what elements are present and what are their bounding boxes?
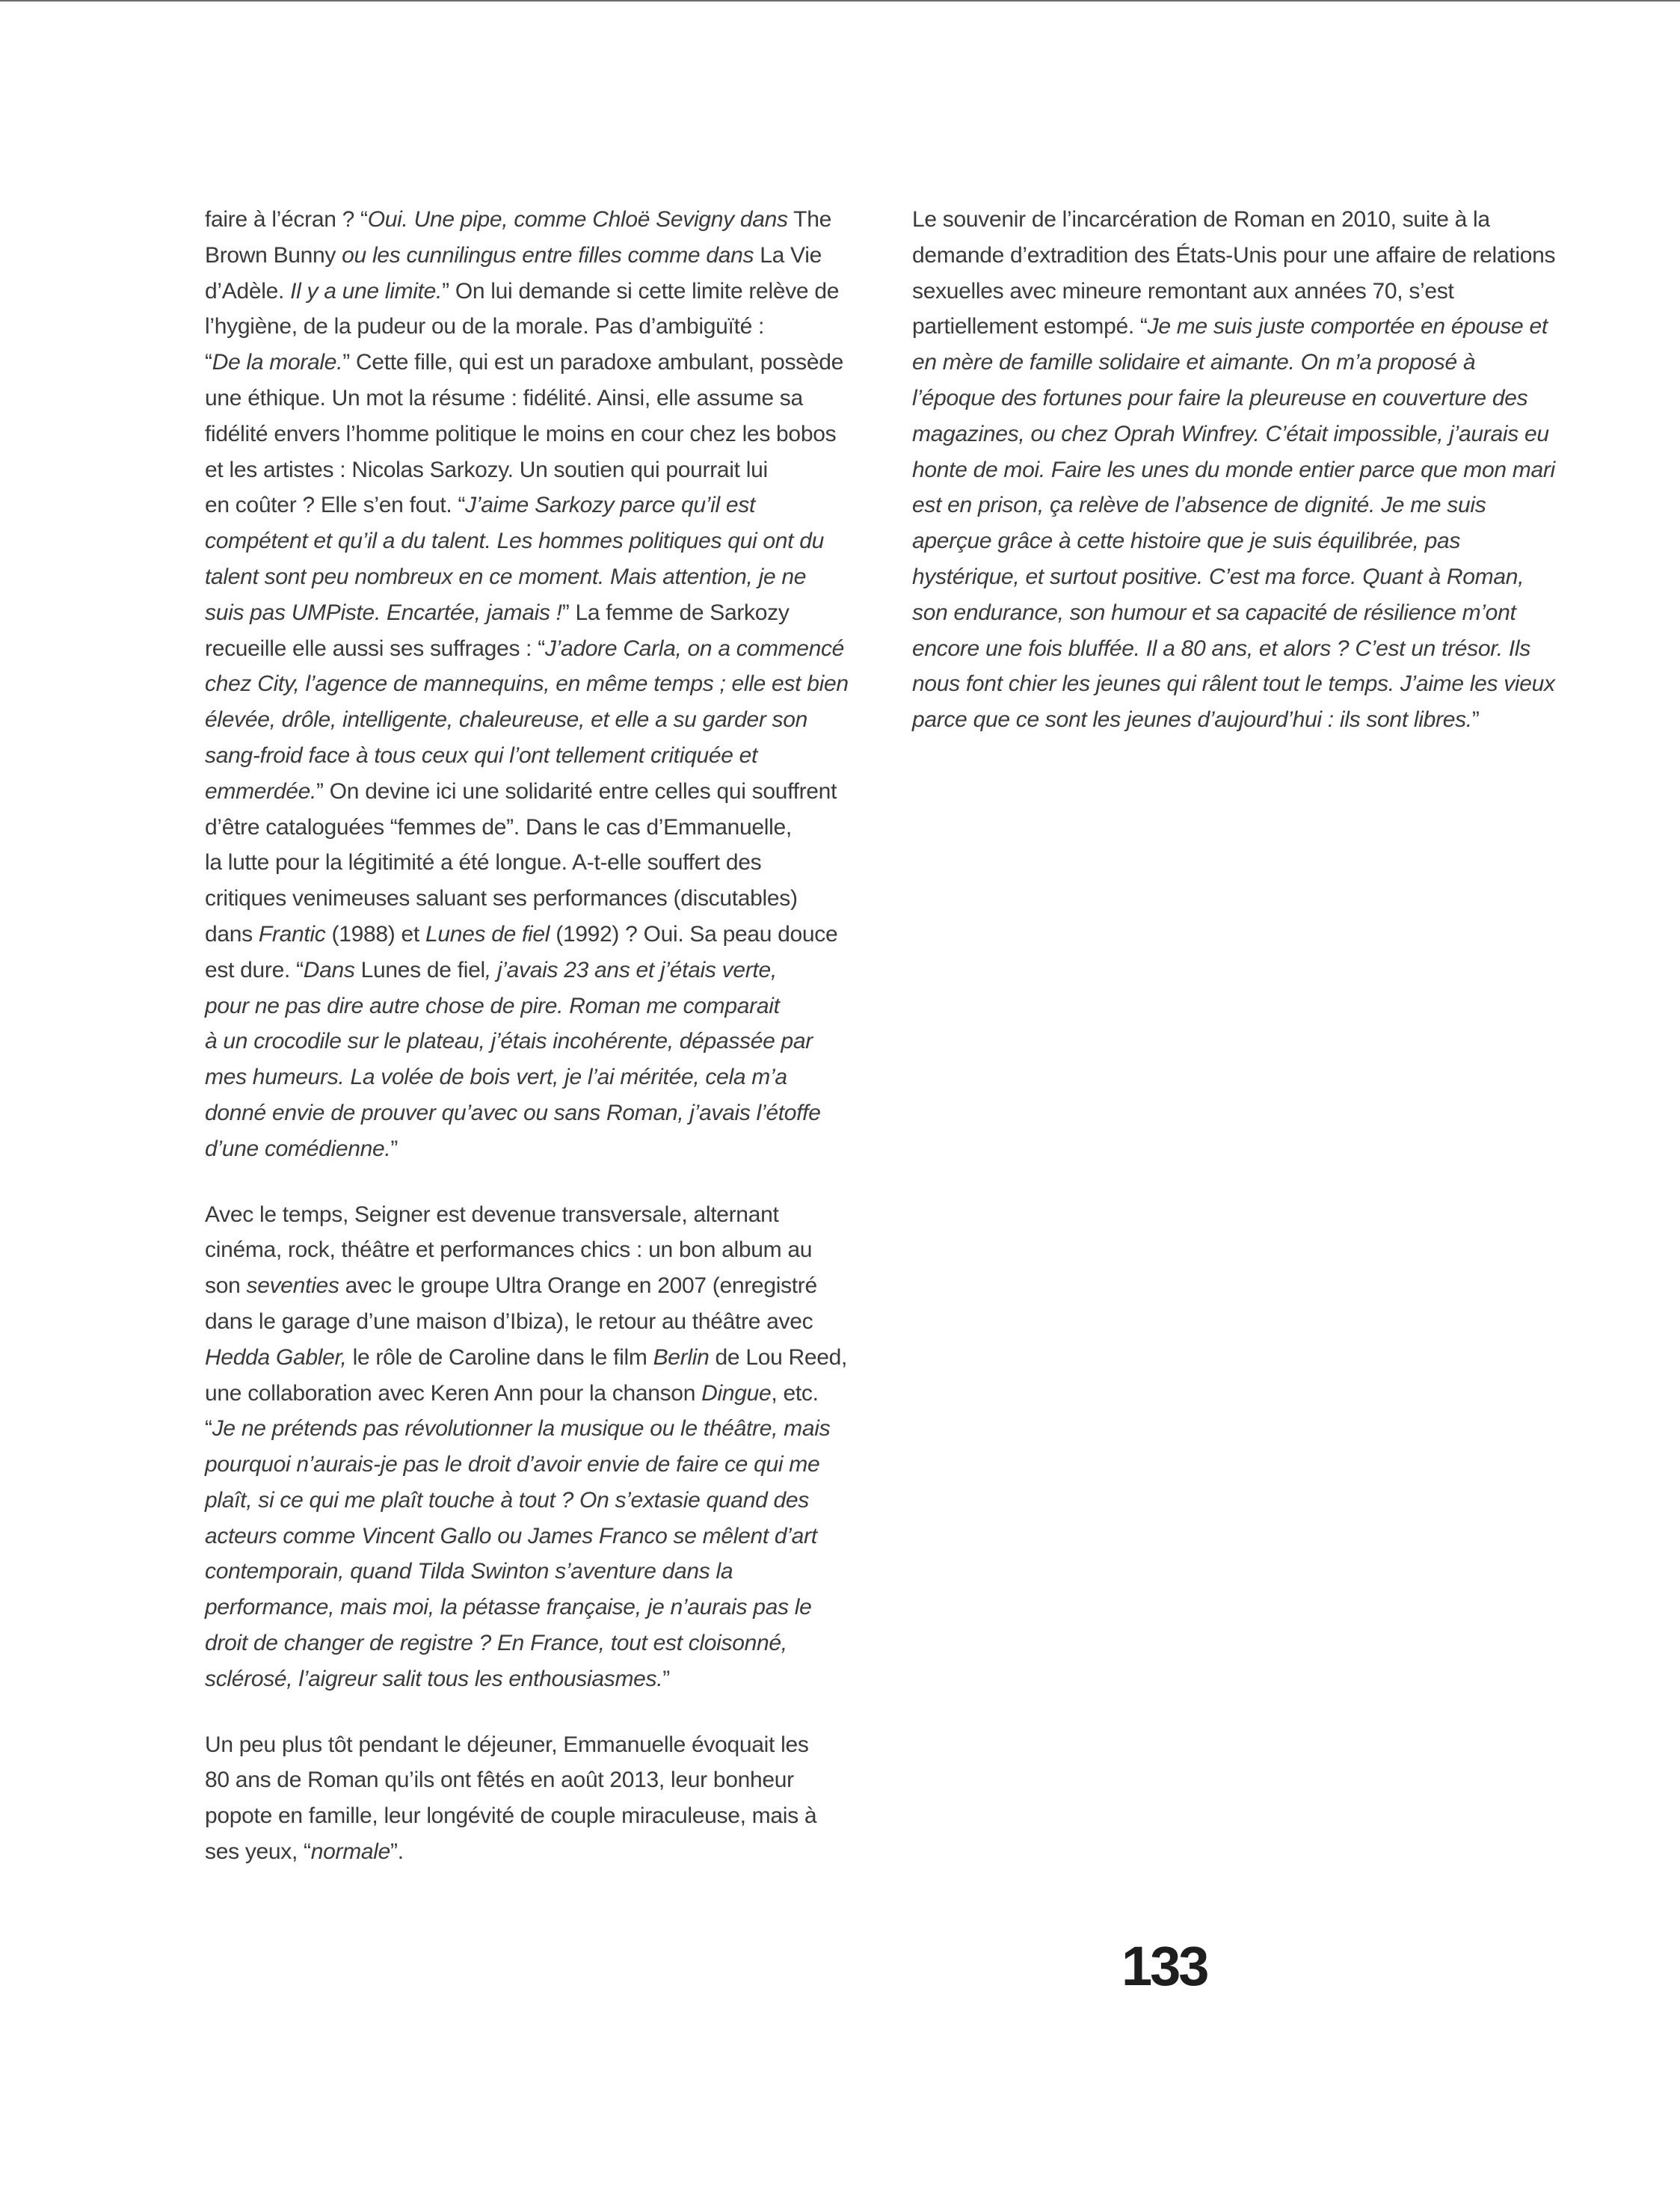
text-line — [912, 381, 1585, 416]
text-segment: demande d’extradition des États-Unis pour une affaire de relations — [912, 242, 1556, 268]
text-line — [205, 381, 878, 416]
italic-text: compétent et qu’il a du talent. Les hommes politiques qui ont du — [205, 529, 824, 554]
text-segment: La Vie — [754, 242, 822, 268]
italic-text: parce que ce sont les jeunes d’aujourd’hui : ils sont libres. — [912, 707, 1472, 733]
text-segment: ” — [1471, 707, 1480, 733]
italic-text: son endurance, son humour et sa capacité de résilience m’ont — [912, 600, 1516, 625]
text-segment: ”. — [390, 1839, 404, 1865]
text-line — [912, 274, 1585, 310]
text-segment: ” Cette fille, qui est un paradoxe ambulant, possède — [342, 350, 844, 375]
text-segment: fidélité envers l’homme politique le moins en cour chez les bobos — [205, 421, 837, 446]
italic-text: Oui. Une pipe, comme Chloë Sevigny dans — [367, 207, 788, 232]
text-segment: faire à l’écran ? “ — [205, 207, 368, 232]
italic-text: Je ne prétends pas révolutionner la musique ou le théâtre, mais — [212, 1416, 831, 1442]
text-segment: son — [205, 1273, 247, 1299]
italic-text: nous font chier les jeunes qui râlent tout le temps. J’aime les vieux — [912, 671, 1555, 697]
text-line — [205, 1590, 878, 1625]
text-segment: ” La femme de Sarkozy — [561, 600, 790, 625]
text-segment: une collaboration avec Keren Ann pour la chanson — [205, 1380, 702, 1406]
text-line — [205, 774, 878, 810]
italic-text: chez City, l’agence de mannequins, en même temps ; elle est bien — [205, 671, 849, 697]
text-segment: et les artistes : Nicolas Sarkozy. Un soutien qui pourrait lui — [205, 457, 768, 482]
italic-text: normale — [310, 1839, 391, 1865]
text-line — [205, 523, 878, 559]
text-line — [205, 1411, 878, 1447]
italic-text: Hedda Gabler, — [205, 1344, 347, 1370]
italic-text: l’époque des fortunes pour faire la pleureuse en couverture des — [912, 385, 1528, 410]
article-paragraph — [205, 202, 878, 1167]
italic-text: aperçue grâce à cette histoire que je suis équilibrée, pas — [912, 529, 1461, 554]
italic-text: honte de moi. Faire les unes du monde entier parce que mon mari — [912, 457, 1555, 482]
text-segment: The — [787, 207, 831, 232]
italic-text: De la morale. — [212, 350, 343, 375]
italic-text: Dans — [303, 957, 355, 982]
text-line — [912, 523, 1585, 559]
text-segment: , etc. — [771, 1380, 819, 1406]
italic-text: Frantic — [258, 921, 326, 947]
right-column — [912, 202, 1585, 768]
text-segment: sexuelles avec mineure remontant aux années 70, s’est — [912, 278, 1454, 304]
italic-text: élevée, drôle, intelligente, chaleureuse, et elle a su garder son — [205, 707, 808, 733]
text-line — [205, 1024, 878, 1059]
italic-text: Berlin — [653, 1344, 710, 1370]
italic-text: donné envie de prouver qu’avec ou sans Roman, j’avais l’étoffe — [205, 1100, 821, 1125]
text-line — [205, 202, 878, 238]
text-line — [912, 452, 1585, 488]
article-paragraph — [205, 1727, 878, 1870]
text-line — [912, 702, 1585, 738]
text-segment: dans le garage d’une maison d’Ibiza), le retour au théâtre avec — [205, 1308, 813, 1334]
italic-text: , j’avais 23 ans et j’étais verte, — [484, 957, 777, 982]
italic-text: d’une comédienne. — [205, 1136, 391, 1161]
italic-text: mes humeurs. La volée de bois vert, je l’ai méritée, cela m’a — [205, 1065, 787, 1090]
text-segment: critiques venimeuses saluant ses performances (discutables) — [205, 886, 798, 911]
text-line — [205, 845, 878, 881]
italic-text: encore une fois bluffée. Il a 80 ans, et alors ? C’est un trésor. Ils — [912, 636, 1530, 661]
italic-text: hystérique, et surtout positive. C’est ma force. Quant à Roman, — [912, 564, 1524, 589]
text-segment: avec le groupe Ultra Orange en 2007 (enregistré — [339, 1273, 817, 1299]
italic-text: plaît, si ce qui me plaît touche à tout ? On s’extasie quand des — [205, 1487, 809, 1513]
italic-text: Je me suis juste comportée en épouse et — [1147, 314, 1548, 339]
italic-text: talent sont peu nombreux en ce moment. Mais attention, je ne — [205, 564, 807, 589]
text-line — [205, 1059, 878, 1095]
text-line — [205, 917, 878, 953]
text-line — [205, 1340, 878, 1376]
text-line — [912, 309, 1585, 345]
text-line — [205, 1447, 878, 1483]
text-line — [912, 666, 1585, 702]
text-segment: ses yeux, “ — [205, 1839, 311, 1865]
text-segment: partiellement estompé. “ — [912, 314, 1148, 339]
italic-text: Lunes de fiel — [425, 921, 550, 947]
text-line — [205, 1762, 878, 1798]
text-line — [205, 881, 878, 917]
article-paragraph — [205, 1197, 878, 1697]
italic-text: à un crocodile sur le plateau, j’étais incohérente, dépassée par — [205, 1029, 813, 1054]
text-segment: “ — [205, 350, 212, 375]
text-line — [205, 345, 878, 381]
text-segment: 80 ans de Roman qu’ils ont fêtés en août 2013, leur bonheur — [205, 1768, 794, 1793]
text-line — [205, 1131, 878, 1167]
text-line — [205, 666, 878, 702]
text-line — [205, 953, 878, 988]
text-line — [205, 1727, 878, 1763]
text-line — [205, 1519, 878, 1554]
italic-text: magazines, ou chez Oprah Winfrey. C’était impossible, j’aurais eu — [912, 421, 1549, 446]
italic-text: contemporain, quand Tilda Swinton s’aventure dans la — [205, 1559, 733, 1584]
italic-text: performance, mais moi, la pétasse française, je n’aurais pas le — [205, 1595, 812, 1620]
text-segment: Lunes de fiel — [354, 957, 485, 982]
italic-text: en mère de famille solidaire et aimante. On m’a proposé à — [912, 350, 1476, 375]
italic-text: suis pas UMPiste. Encartée, jamais ! — [205, 600, 562, 625]
italic-text: sclérosé, l’aigreur salit tous les enthousiasmes. — [205, 1666, 663, 1691]
text-line — [912, 559, 1585, 595]
text-segment: dans — [205, 921, 259, 947]
text-segment: cinéma, rock, théâtre et performances chics : un bon album au — [205, 1237, 813, 1263]
text-segment: ” On lui demande si cette limite relève de — [442, 278, 840, 304]
text-line — [205, 1232, 878, 1268]
text-segment: (1988) et — [325, 921, 425, 947]
left-column — [205, 202, 878, 1900]
text-line — [205, 988, 878, 1024]
text-line — [205, 1483, 878, 1519]
text-line — [205, 1376, 878, 1412]
text-segment: ” — [662, 1666, 670, 1691]
italic-text: seventies — [246, 1273, 339, 1299]
text-line — [205, 1554, 878, 1590]
text-segment: ” — [390, 1136, 399, 1161]
text-line — [205, 1661, 878, 1697]
text-line — [205, 1268, 878, 1304]
italic-text: ou les cunnilingus entre filles comme dans — [342, 242, 754, 268]
text-segment: d’être cataloguées “femmes de”. Dans le cas d’Emmanuelle, — [205, 814, 792, 840]
italic-text: pourquoi n’aurais-je pas le droit d’avoir envie de faire ce qui me — [205, 1452, 820, 1477]
text-line — [912, 487, 1585, 523]
text-line — [205, 309, 878, 345]
text-line — [205, 738, 878, 774]
article-paragraph — [912, 202, 1585, 738]
text-line — [912, 345, 1585, 381]
text-segment: ” On devine ici une solidarité entre celles qui souffrent — [316, 778, 837, 804]
text-line — [205, 1304, 878, 1340]
text-segment: Avec le temps, Seigner est devenue transversale, alternant — [205, 1202, 779, 1227]
text-line — [205, 1625, 878, 1661]
text-segment: Brown Bunny — [205, 242, 342, 268]
text-segment: d’Adèle. — [205, 278, 291, 304]
text-line — [205, 595, 878, 631]
text-line — [912, 238, 1585, 274]
text-segment: recueille elle aussi ses suffrages : “ — [205, 636, 545, 661]
italic-text: est en prison, ça relève de l’absence de dignité. Je me suis — [912, 493, 1486, 518]
text-line — [205, 631, 878, 667]
text-segment: est dure. “ — [205, 957, 304, 982]
italic-text: droit de changer de registre ? En France, tout est cloisonné, — [205, 1631, 787, 1656]
text-segment: le rôle de Caroline dans le film — [346, 1344, 653, 1370]
text-line — [205, 274, 878, 310]
text-segment: Le souvenir de l’incarcération de Roman en 2010, suite à la — [912, 207, 1490, 232]
text-line — [205, 1798, 878, 1834]
text-line — [912, 202, 1585, 238]
italic-text: J’aime Sarkozy parce qu’il est — [465, 493, 755, 518]
text-segment: la lutte pour la légitimité a été longue. A-t-elle souffert des — [205, 850, 762, 876]
italic-text: emmerdée. — [205, 778, 317, 804]
text-line — [205, 1834, 878, 1870]
text-segment: en coûter ? Elle s’en fout. “ — [205, 493, 466, 518]
text-segment: (1992) ? Oui. Sa peau douce — [550, 921, 838, 947]
text-segment: “ — [205, 1416, 212, 1442]
italic-text: Il y a une limite. — [290, 278, 443, 304]
page-number: 133 — [1121, 1935, 1207, 1997]
text-line — [912, 416, 1585, 452]
text-segment: une éthique. Un mot la résume : fidélité. Ainsi, elle assume sa — [205, 385, 803, 410]
italic-text: Dingue — [701, 1380, 772, 1406]
text-line — [912, 595, 1585, 631]
top-rule — [0, 0, 1680, 1]
text-segment: l’hygiène, de la pudeur ou de la morale. Pas d’ambiguïté : — [205, 314, 765, 339]
text-line — [205, 702, 878, 738]
italic-text: pour ne pas dire autre chose de pire. Roman me comparait — [205, 993, 780, 1018]
text-line — [205, 238, 878, 274]
text-line — [205, 1197, 878, 1233]
text-line — [205, 487, 878, 523]
text-line — [912, 631, 1585, 667]
italic-text: sang-froid face à tous ceux qui l’ont tellement critiquée et — [205, 742, 758, 768]
italic-text: J’adore Carla, on a commencé — [544, 636, 845, 661]
text-segment: de Lou Reed, — [709, 1344, 848, 1370]
text-line — [205, 416, 878, 452]
text-line — [205, 1095, 878, 1131]
text-line — [205, 452, 878, 488]
text-line — [205, 810, 878, 846]
text-line — [205, 559, 878, 595]
text-segment: popote en famille, leur longévité de couple miraculeuse, mais à — [205, 1803, 817, 1829]
text-segment: Un peu plus tôt pendant le déjeuner, Emmanuelle évoquait les — [205, 1732, 809, 1757]
italic-text: acteurs comme Vincent Gallo ou James Franco se mêlent d’art — [205, 1523, 817, 1548]
